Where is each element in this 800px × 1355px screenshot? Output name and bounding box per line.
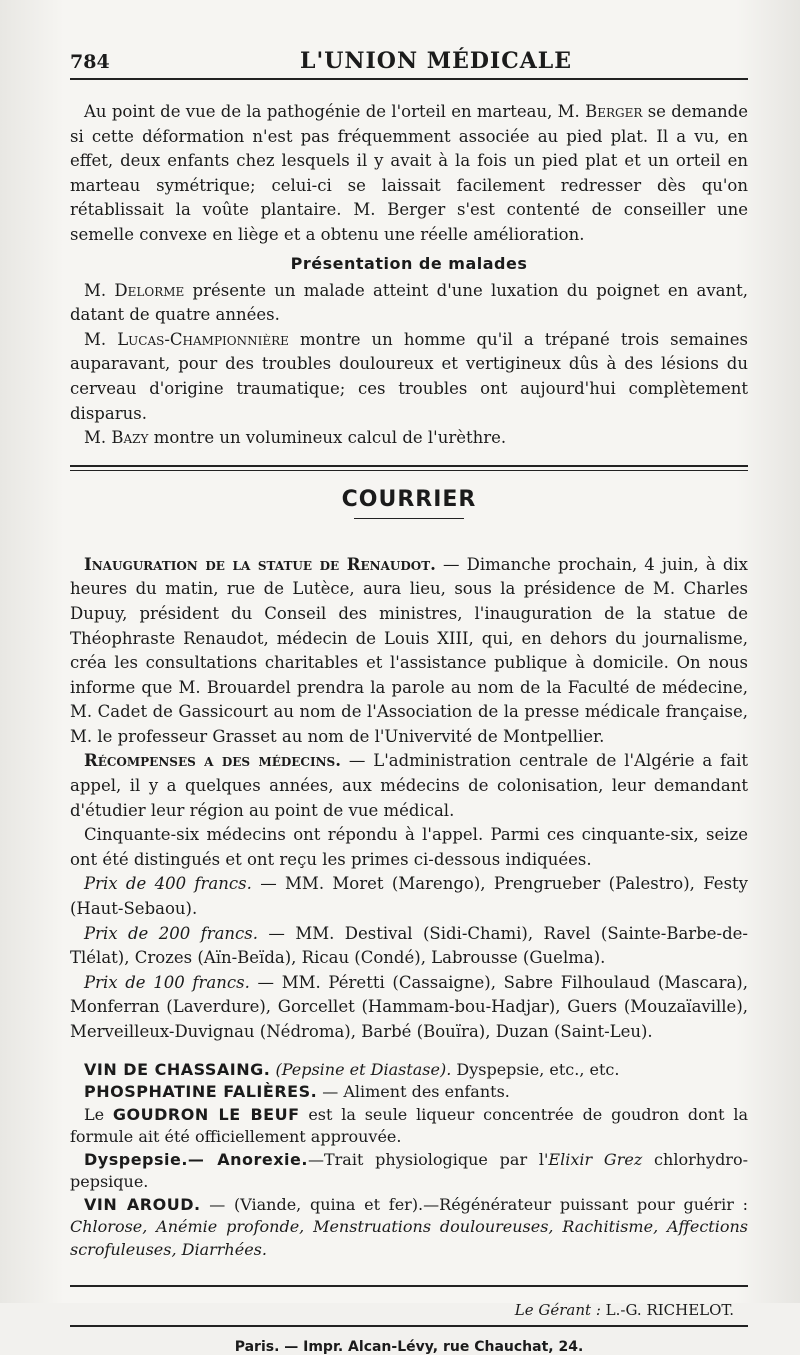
running-title: L'UNION MÉDICALE — [300, 48, 573, 74]
printer-line: Paris. — Impr. Alcan-Lévy, rue Chauchat, 24. — [234, 1339, 584, 1355]
ad-phosphatine: PHOSPHATINE FALIÈRES. — Aliment des enfants. — [84, 1082, 510, 1102]
footer-divider — [70, 1285, 748, 1287]
page-number: 784 — [70, 51, 110, 73]
ad-vin-chassaing: VIN DE CHASSAING. (Pepsine et Diastase). Dyspepsie, etc., etc. — [84, 1059, 620, 1079]
inauguration-paragraph: Inauguration de la statue de Renaudot. — Dimanche prochain, 4 juin, à dix heures du matin, rue de Lutèce, aura lieu, sous la présidence de M. Charles Dupuy, président du Conseil des ministres, l'inauguration de la statue de Théophraste Renaudot, médecin de Louis XIII, qui, en dehors du journalisme, créa les consultations charitables et l'assistance publique à domicile. On nous informe que M. Brouardel prendra la parole au nom de la Faculté de médecine, M. Cadet de Gassicourt au nom de l'Association de la presse médicale française, M. le professeur Grasset au nom de l'Univervité de Montpellier. — [70, 554, 748, 746]
presentation-paragraph-1: M. Delorme présente un malade atteint d'une luxation du poignet en avant, datant de quatre années. — [70, 280, 748, 325]
intro-paragraph: Au point de vue de la pathogénie de l'orteil en marteau, M. Berger se demande si cette déformation n'est pas fréquemment associée au pied plat. Il a vu, en effet, deux enfants chez lesquels il y avait à la fois un pied plat et un orteil en marteau symétrique; celui-ci se laissait facilement redresser dès qu'on rétablissait la voûte plantaire. M. Berger s'est contenté de conseiller une semelle convexe en liège et a obtenu une réelle amélioration. — [70, 102, 748, 244]
recompenses-paragraph: Récompenses a des médecins. — L'administration centrale de l'Algérie a fait appel, il y a quelques années, aux médecins de colonisation, leur demandant d'étudier leur région au point de vue médical. — [70, 751, 748, 820]
printer-divider — [70, 1325, 748, 1327]
prize-400-paragraph: Prix de 400 francs. — MM. Moret (Marengo), Prengrueber (Palestro), Festy (Haut-Sebaou). — [70, 874, 748, 919]
prize-200-paragraph: Prix de 200 francs. — MM. Destival (Sidi-Chami), Ravel (Sainte-Barbe-de-Tlélat), Crozes (Aïn-Beïda), Ricau (Condé), Labrousse (Guelma). — [70, 923, 748, 968]
cinquante-paragraph: Cinquante-six médecins ont répondu à l'appel. Parmi ces cinquante-six, seize ont été distingués et ont reçu les primes ci-dessous indiquées. — [70, 825, 748, 869]
title-underline — [354, 518, 464, 519]
page-header — [70, 48, 748, 80]
advertisements — [70, 1059, 748, 1262]
section-title-courrier: COURRIER — [341, 486, 477, 512]
presentation-paragraph-3: M. Bazy montre un volumineux calcul de l'urèthre. — [84, 428, 507, 448]
ad-vin-aroud: VIN AROUD. — (Viande, quina et fer).—Régénérateur puissant pour guérir : Chlorose, Anémie profonde, Menstruations douloureuses, Rachitisme, Affections scrofuleuses, Diarrhées. — [70, 1194, 748, 1259]
presentation-paragraph-2: M. Lucas-Championnière montre un homme qu'il a trépané trois semaines auparavant, pour des troubles douloureux et vertigineux dûs à des lésions du cerveau d'origine traumatique; ces troubles ont aujourd'hui complètement disparus. — [70, 329, 748, 423]
prize-100-paragraph: Prix de 100 francs. — MM. Péretti (Cassaigne), Sabre Filhoulaud (Mascara), Monferran (Laverdure), Gorcellet (Hammam-bou-Hadjar), Guers (Mouzaïaville), Merveilleux-Duvignau (Nédroma), Barbé (Bouïra), Duzan (Saint-Leu). — [70, 972, 748, 1041]
ad-dyspepsie: Dyspepsie.— Anorexie.—Trait physiologique par l'Elixir Grez chlorhydro-pepsique. — [70, 1149, 748, 1192]
section-divider — [70, 465, 748, 471]
gerant-signature: Le Gérant : L.-G. RICHELOT. — [514, 1301, 734, 1320]
ad-goudron: Le GOUDRON LE BEUF est la seule liqueur concentrée de goudron dont la formule ait été officiellement approuvée. — [70, 1104, 748, 1147]
section-title-presentation: Présentation de malades — [290, 253, 528, 273]
